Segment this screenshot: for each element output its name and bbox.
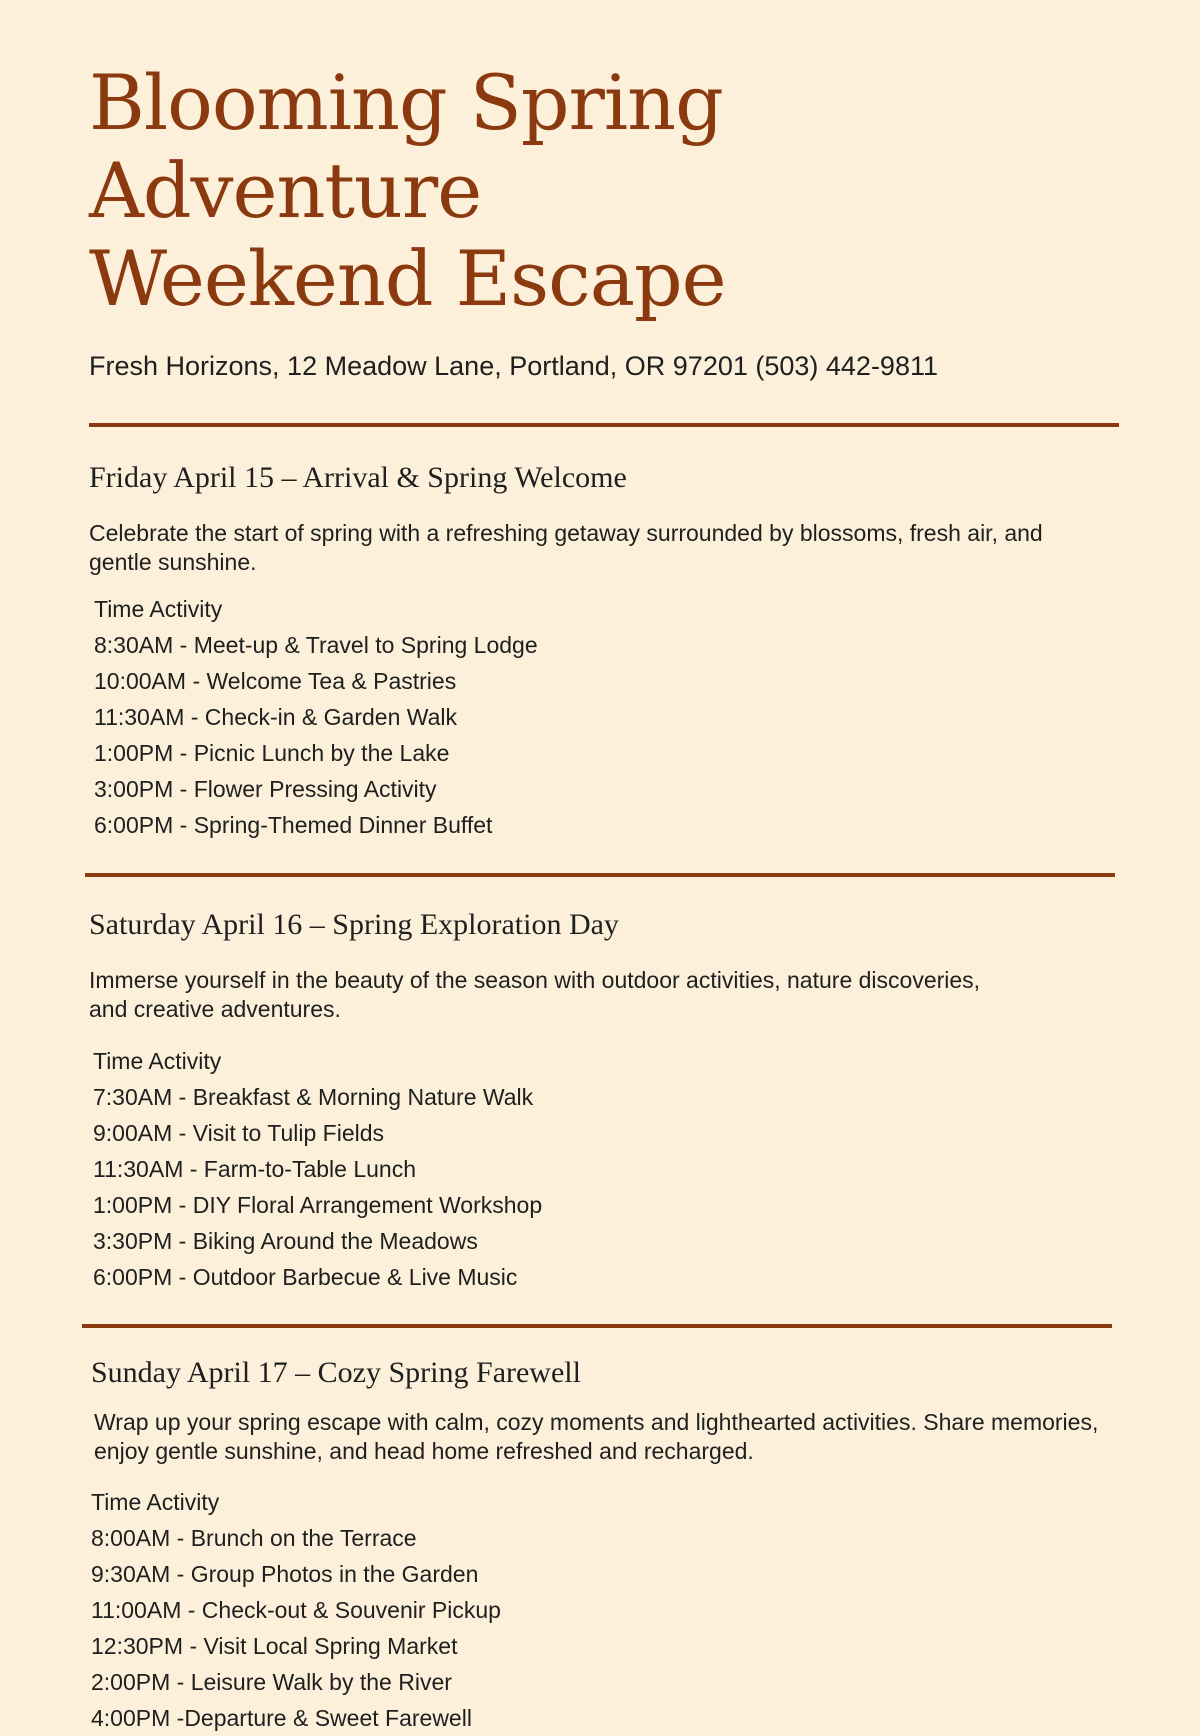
schedule-item: 8:30AM - Meet-up & Travel to Spring Lodge xyxy=(94,632,538,658)
schedule-item: 12:30PM - Visit Local Spring Market xyxy=(91,1633,458,1659)
title-line-1: Blooming Spring Adventure xyxy=(89,58,723,235)
schedule-header: Time Activity xyxy=(91,1489,220,1515)
divider xyxy=(85,873,1115,877)
schedule-list xyxy=(94,591,1119,843)
schedule-item: 10:00AM - Welcome Tea & Pastries xyxy=(94,668,457,694)
schedule-item: 9:30AM - Group Photos in the Garden xyxy=(91,1561,479,1587)
address-contact: Fresh Horizons, 12 Meadow Lane, Portland, OR 97201 (503) 442-9811 xyxy=(89,351,938,381)
schedule-item: 4:00PM -Departure & Sweet Farewell xyxy=(91,1705,472,1731)
day-heading: Friday April 15 – Arrival & Spring Welcome xyxy=(89,461,627,494)
schedule-item: 11:30AM - Check-in & Garden Walk xyxy=(94,704,458,730)
divider xyxy=(89,423,1119,427)
schedule-item: 1:00PM - Picnic Lunch by the Lake xyxy=(94,740,450,766)
day-section-saturday xyxy=(89,905,1119,1295)
day-heading: Sunday April 17 – Cozy Spring Farewell xyxy=(91,1356,581,1389)
schedule-item: 2:00PM - Leisure Walk by the River xyxy=(91,1669,452,1695)
schedule-item: 7:30AM - Breakfast & Morning Nature Walk xyxy=(93,1084,534,1110)
schedule-item: 11:00AM - Check-out & Souvenir Pickup xyxy=(91,1597,501,1623)
schedule-item: 1:00PM - DIY Floral Arrangement Workshop xyxy=(93,1192,543,1218)
schedule-item: 8:00AM - Brunch on the Terrace xyxy=(91,1525,417,1551)
day-section-friday xyxy=(89,458,1119,843)
divider xyxy=(82,1324,1112,1328)
schedule-header: Time Activity xyxy=(93,1048,222,1074)
page-title xyxy=(89,59,1119,323)
day-description: Immerse yourself in the beauty of the season with outdoor activities, nature discoveries, and creative adventures. xyxy=(89,967,981,1022)
schedule-item: 3:00PM - Flower Pressing Activity xyxy=(94,776,437,802)
day-heading: Saturday April 16 – Spring Exploration Day xyxy=(89,908,619,941)
schedule-list xyxy=(91,1484,1119,1736)
day-description: Wrap up your spring escape with calm, cozy moments and lighthearted activities. Share memories, enjoy gentle sunshine, and head home refreshed and recharged. xyxy=(94,1409,1099,1464)
schedule-item: 6:00PM - Outdoor Barbecue & Live Music xyxy=(93,1264,518,1290)
schedule-list xyxy=(93,1043,1119,1295)
day-description: Celebrate the start of spring with a refreshing getaway surrounded by blossoms, fresh air, and gentle sunshine. xyxy=(89,520,1043,575)
schedule-item: 6:00PM - Spring-Themed Dinner Buffet xyxy=(94,812,493,838)
title-line-2: Weekend Escape xyxy=(89,234,726,323)
schedule-item: 11:30AM - Farm-to-Table Lunch xyxy=(93,1156,416,1182)
schedule-item: 3:30PM - Biking Around the Meadows xyxy=(93,1228,478,1254)
day-section-sunday xyxy=(89,1353,1119,1736)
schedule-item: 9:00AM - Visit to Tulip Fields xyxy=(93,1120,385,1146)
schedule-header: Time Activity xyxy=(94,596,223,622)
itinerary-document xyxy=(89,59,1119,1736)
